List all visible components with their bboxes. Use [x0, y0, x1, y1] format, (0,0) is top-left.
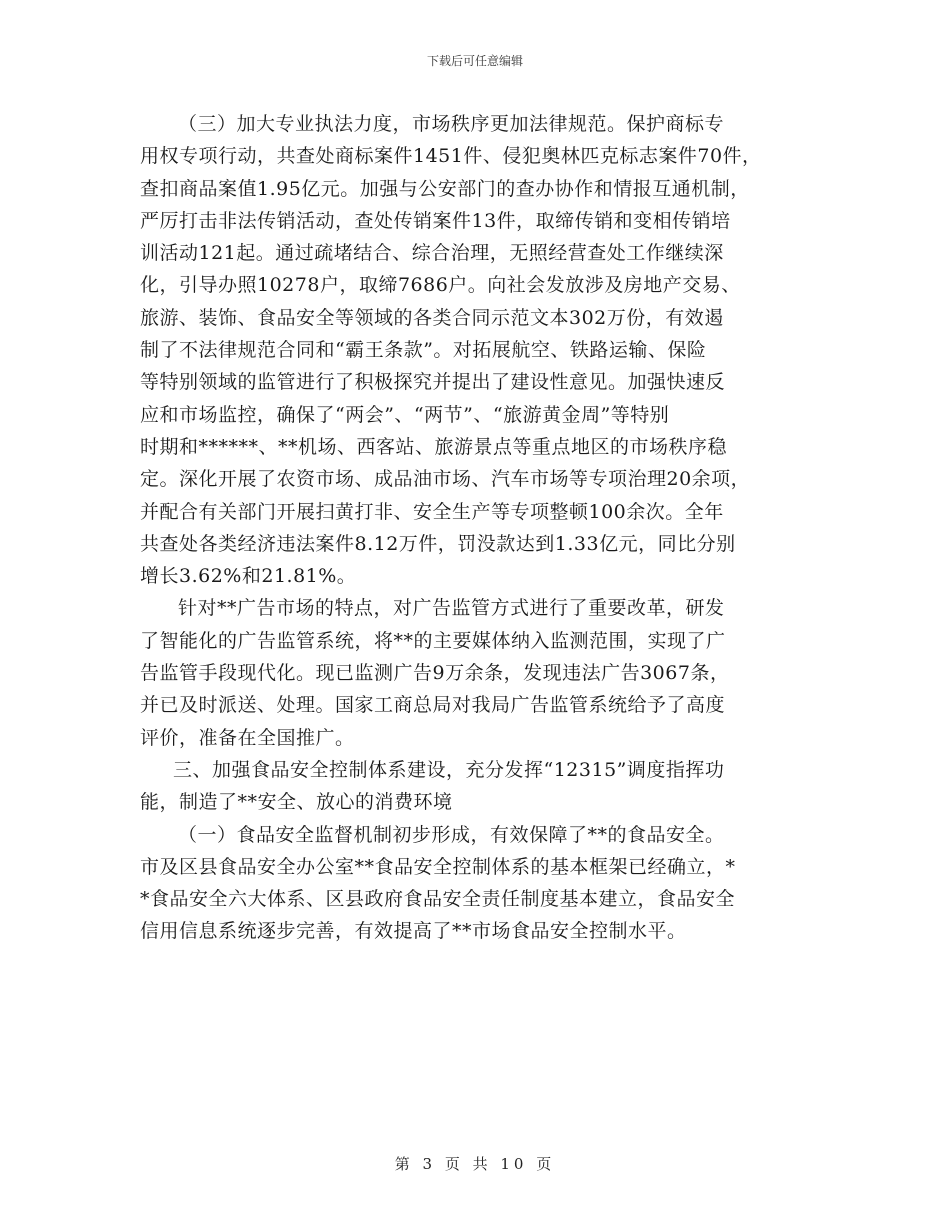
text-line: 严厉打击非法传销活动，查处传销案件13件，取缔传销和变相传销培	[140, 209, 731, 232]
page-number-footer: 第 3 页 共 10 页	[394, 1155, 556, 1173]
paragraph-food-safety-mechanism	[140, 819, 820, 948]
text-line: 能，制造了**安全、放心的消费环境	[140, 791, 453, 814]
text-line: （一）食品安全监督机制初步形成，有效保障了**的食品安全。	[178, 823, 725, 846]
text-line: 训活动121起。通过疏堵结合、综合治理，无照经营查处工作继续深	[140, 242, 724, 265]
text-line: 制了不法律规范合同和“霸王条款”。对拓展航空、铁路运输、保险	[140, 339, 707, 362]
text-line: 增长3.62%和21.81%。	[140, 565, 357, 588]
text-line: 并配合有关部门开展扫黄打非、安全生产等专项整顿100余次。全年	[140, 500, 724, 523]
text-line: 三、加强食品安全控制体系建设，充分发挥“12315”调度指挥功	[173, 758, 725, 781]
document-body	[140, 108, 820, 948]
text-line: 查扣商品案值1.95亿元。加强与公安部门的查办协作和情报互通机制，	[140, 177, 750, 200]
text-line: 应和市场监控，确保了“两会”、“两节”、“旅游黄金周”等特别	[140, 403, 670, 426]
text-line: 市及区县食品安全办公室**食品安全控制体系的基本框架已经确立，*	[140, 855, 736, 878]
text-line: 信用信息系统逐步完善，有效提高了**市场食品安全控制水平。	[140, 920, 687, 943]
text-line: （三）加大专业执法力度，市场秩序更加法律规范。保护商标专	[178, 113, 725, 135]
text-line: *食品安全六大体系、区县政府食品安全责任制度基本建立，食品安全	[140, 888, 736, 911]
text-line: 针对**广告市场的特点，对广告监管方式进行了重要改革，研发	[178, 597, 725, 620]
paragraph-market-order	[140, 108, 820, 592]
text-line: 定。深化开展了农资市场、成品油市场、汽车市场等专项治理20余项，	[140, 468, 751, 491]
text-line: 了智能化的广告监管系统，将**的主要媒体纳入监测范围，实现了广	[140, 629, 726, 652]
text-line: 告监管手段现代化。现已监测广告9万余条，发现违法广告3067条，	[140, 662, 730, 685]
text-line: 用权专项行动，共查处商标案件1451件、侵犯奥林匹克标志案件70件，	[140, 145, 762, 168]
text-line: 化，引导办照10278户，取缔7686户。向社会发放涉及房地产交易、	[140, 274, 741, 297]
text-line: 等特别领域的监管进行了积极探究并提出了建设性意见。加强快速反	[140, 371, 726, 394]
text-line: 时期和******、**机场、西客站、旅游景点等重点地区的市场秩序稳	[140, 435, 728, 458]
text-line: 评价，准备在全国推广。	[140, 726, 355, 749]
page-header: 下载后可任意编辑	[426, 54, 523, 68]
section-heading-food-safety	[140, 754, 820, 819]
paragraph-advertising	[140, 592, 820, 753]
text-line: 共查处各类经济违法案件8.12万件，罚没款达到1.33亿元，同比分别	[140, 532, 736, 555]
text-line: 并已及时派送、处理。国家工商总局对我局广告监管系统给予了高度	[140, 694, 726, 717]
text-line: 旅游、装饰、食品安全等领域的各类合同示范文本302万份，有效遏	[140, 306, 724, 329]
